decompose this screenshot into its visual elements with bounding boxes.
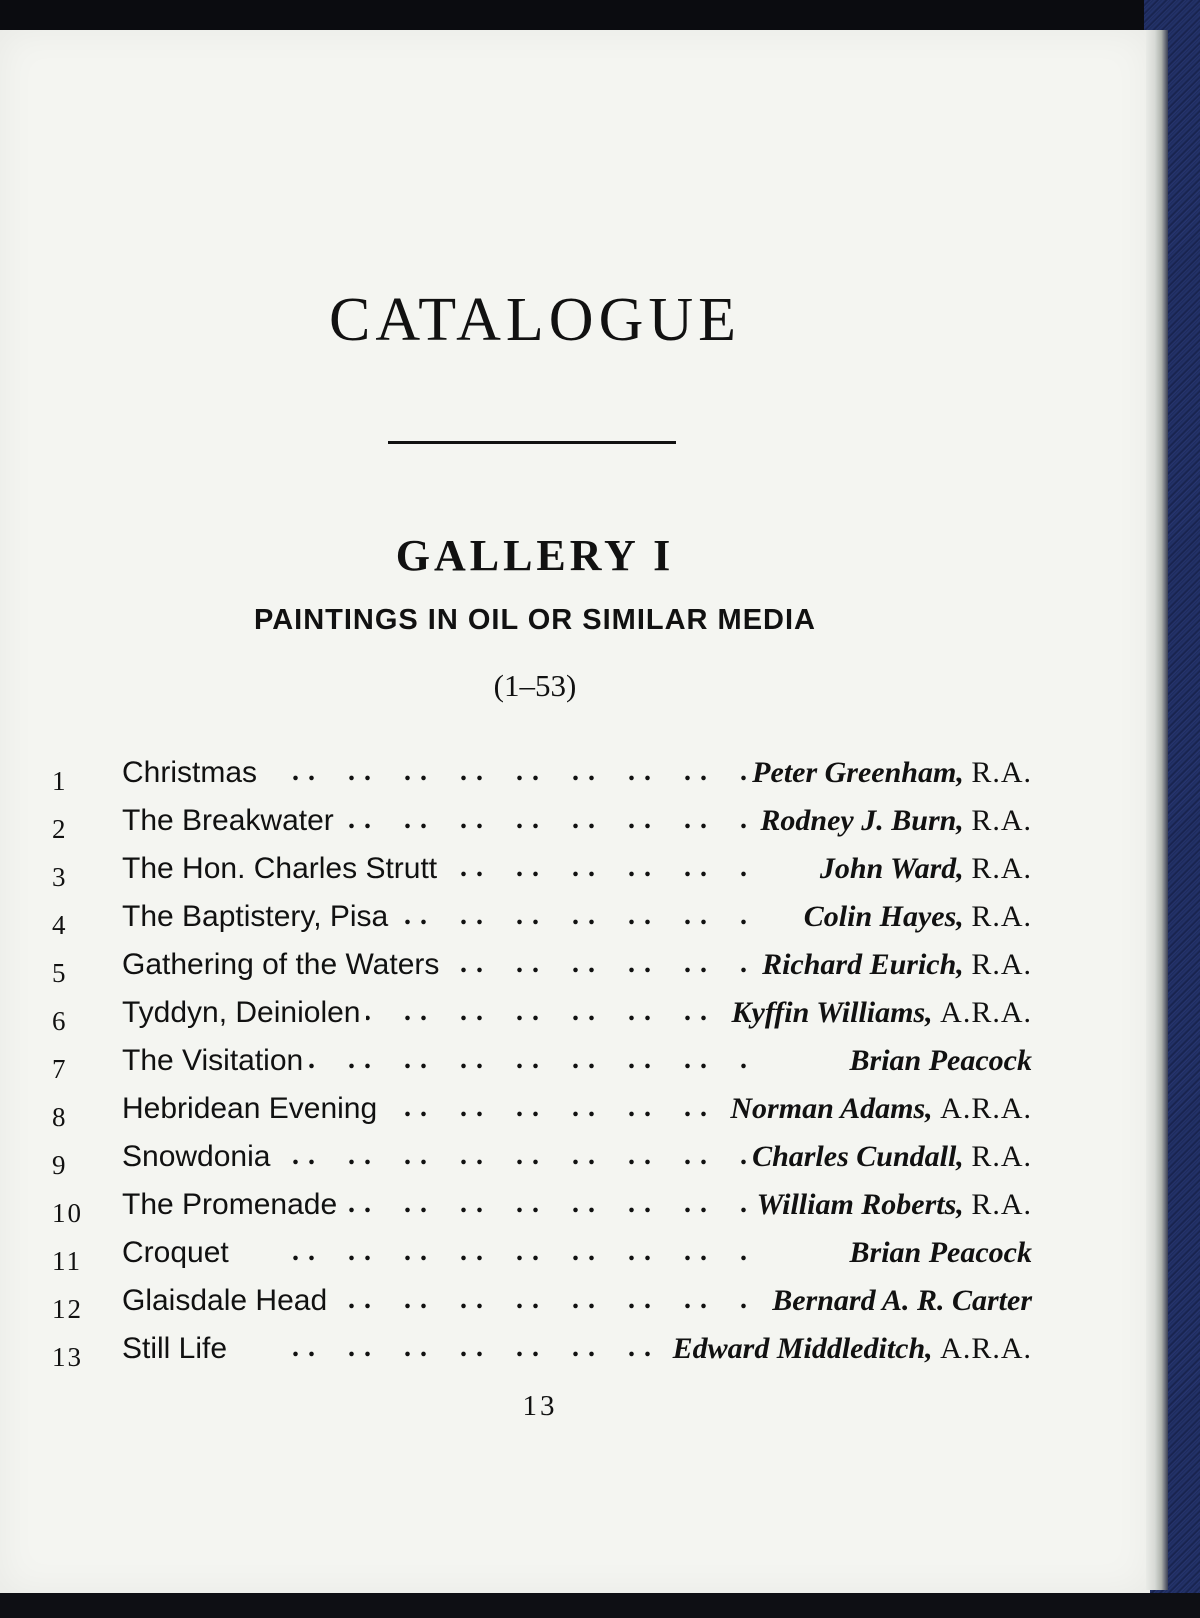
entry-artist <box>756 948 1032 982</box>
entry-artist <box>798 900 1032 934</box>
entry-title: Snowdonia <box>122 1140 276 1174</box>
artist-honours: R.A. <box>971 852 1032 885</box>
page-number: 13 <box>522 1390 558 1422</box>
dot-leaders <box>292 1044 752 1076</box>
title-divider <box>388 441 676 444</box>
entry-title: The Hon. Charles Strutt <box>122 852 443 886</box>
catalogue-entry <box>52 1044 1032 1092</box>
entry-number: 13 <box>52 1342 83 1372</box>
entry-title: The Promenade <box>122 1188 343 1222</box>
entry-title: Still Life <box>122 1332 233 1366</box>
entry-number: 4 <box>52 910 68 940</box>
artist-name: Edward Middleditch, <box>672 1332 933 1365</box>
entry-number: 3 <box>52 862 68 892</box>
artist-name: Charles Cundall, <box>752 1140 964 1173</box>
entry-number: 12 <box>52 1294 83 1324</box>
catalogue-entry <box>52 1092 1032 1140</box>
catalogue-entry <box>52 948 1032 996</box>
entry-title: The Baptistery, Pisa <box>122 900 394 934</box>
artist-name: Rodney J. Burn, <box>760 804 964 837</box>
catalogue-entry <box>52 1236 1032 1284</box>
artist-honours: R.A. <box>971 1188 1032 1221</box>
entry-title: Christmas <box>122 756 263 790</box>
artist-name: Brian Peacock <box>849 1236 1032 1269</box>
entry-number: 1 <box>52 766 68 796</box>
entry-title: Glaisdale Head <box>122 1284 333 1318</box>
catalogue-entry <box>52 1188 1032 1236</box>
artist-name: Richard Eurich, <box>762 948 964 981</box>
entry-artist <box>746 1140 1032 1174</box>
entry-artist <box>754 804 1032 838</box>
gallery-heading: GALLERY I <box>395 531 675 580</box>
catalogue-entry <box>52 996 1032 1044</box>
entry-title: Croquet <box>122 1236 235 1270</box>
catalogue-list <box>52 756 1032 1380</box>
catalogue-entry <box>52 900 1032 948</box>
entry-title: Tyddyn, Deiniolen <box>122 996 366 1030</box>
entry-artist <box>766 1284 1032 1318</box>
artist-honours: R.A. <box>971 948 1032 981</box>
entry-artist <box>844 1044 1032 1078</box>
catalogue-range: (1–53) <box>493 668 577 703</box>
catalogue-entry <box>52 852 1032 900</box>
entry-number: 11 <box>52 1246 82 1276</box>
entry-title: Hebridean Evening <box>122 1092 383 1126</box>
artist-name: Peter Greenham, <box>752 756 964 789</box>
dot-leaders <box>292 1284 752 1316</box>
artist-name: Colin Hayes, <box>803 900 964 933</box>
scan-bottom-edge <box>0 1593 1200 1618</box>
entry-artist <box>667 1332 1032 1366</box>
entry-number: 6 <box>52 1006 68 1036</box>
artist-name: Norman Adams, <box>730 1092 933 1125</box>
artist-honours: R.A. <box>971 900 1032 933</box>
dot-leaders <box>292 1236 752 1268</box>
entry-artist <box>726 996 1033 1030</box>
entry-number: 5 <box>52 958 68 988</box>
catalogue-entry <box>52 756 1032 804</box>
artist-name: William Roberts, <box>756 1188 964 1221</box>
artist-honours: A.R.A. <box>940 996 1032 1029</box>
dot-leaders <box>292 804 752 836</box>
entry-artist <box>751 1188 1032 1222</box>
artist-honours: R.A. <box>971 1140 1032 1173</box>
entry-number: 10 <box>52 1198 83 1228</box>
artist-name: Bernard A. R. Carter <box>772 1284 1032 1317</box>
entry-artist <box>844 1236 1032 1270</box>
dot-leaders <box>292 756 752 788</box>
entry-number: 8 <box>52 1102 68 1132</box>
artist-honours: A.R.A. <box>940 1092 1032 1125</box>
catalogue-entry <box>52 1332 1032 1380</box>
artist-honours: R.A. <box>971 804 1032 837</box>
entry-artist <box>724 1092 1032 1126</box>
page-edge <box>1146 30 1168 1590</box>
artist-name: John Ward, <box>819 852 964 885</box>
dot-leaders <box>292 1140 752 1172</box>
artist-name: Kyffin Williams, <box>731 996 933 1029</box>
artist-honours: A.R.A. <box>940 1332 1032 1365</box>
entry-number: 7 <box>52 1054 68 1084</box>
dot-leaders <box>292 1188 752 1220</box>
catalogue-entry <box>52 1284 1032 1332</box>
entry-artist <box>746 756 1032 790</box>
entry-title: The Visitation <box>122 1044 309 1078</box>
entry-number: 2 <box>52 814 68 844</box>
entry-number: 9 <box>52 1150 68 1180</box>
entry-title: The Breakwater <box>122 804 340 838</box>
page-title: CATALOGUE <box>328 286 741 354</box>
entry-artist <box>814 852 1032 886</box>
artist-name: Brian Peacock <box>849 1044 1032 1077</box>
artist-honours: R.A. <box>971 756 1032 789</box>
catalogue-entry <box>52 804 1032 852</box>
catalogue-entry <box>52 1140 1032 1188</box>
entry-title: Gathering of the Waters <box>122 948 445 982</box>
gallery-subtitle: PAINTINGS IN OIL OR SIMILAR MEDIA <box>254 604 816 636</box>
